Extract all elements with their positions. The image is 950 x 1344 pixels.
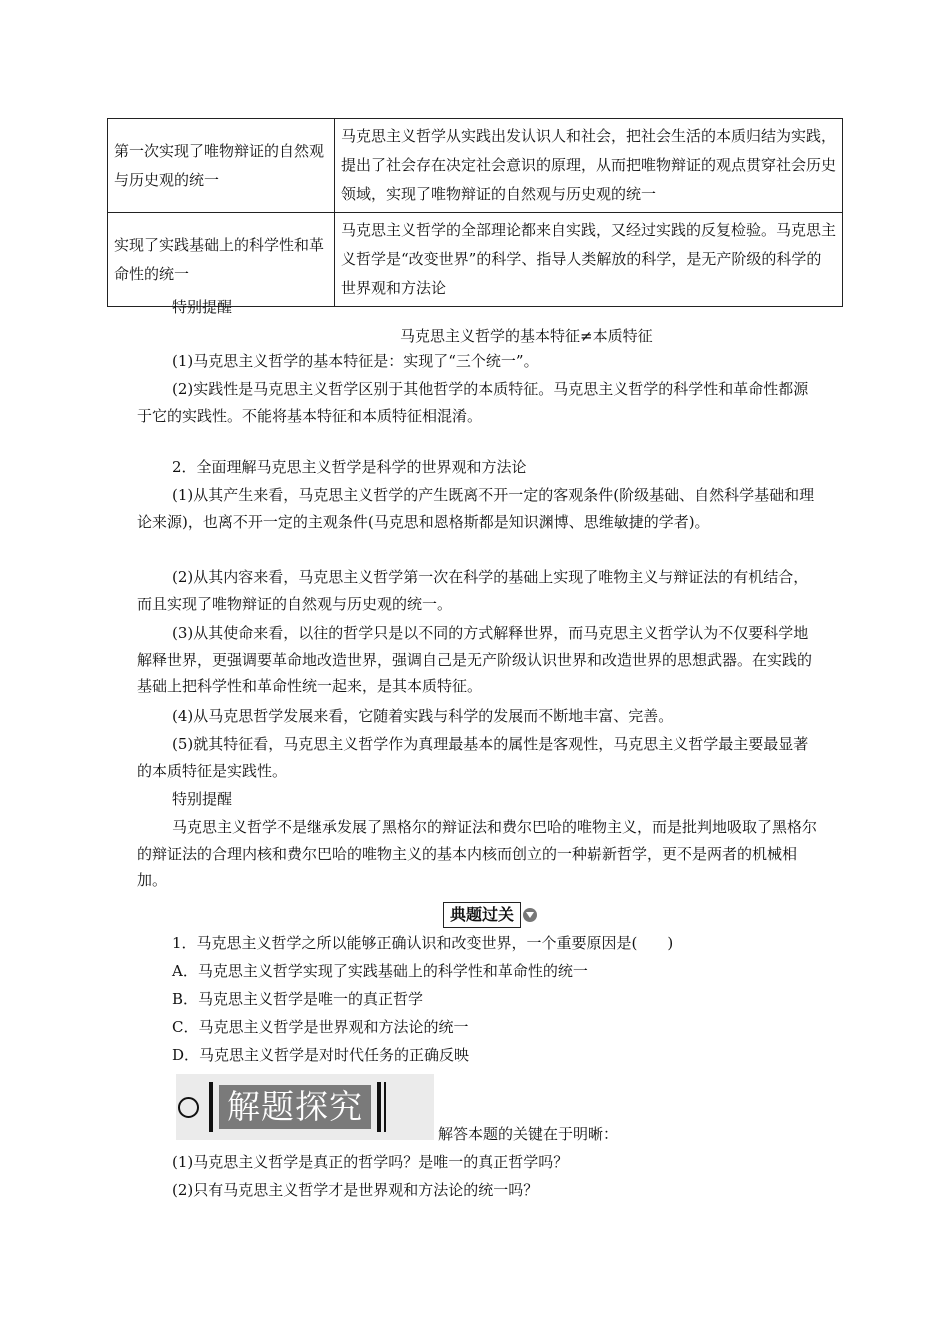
section-item: (4)从马克思哲学发展来看，它随着实践与科学的发展而不断地丰富、完善。 <box>172 707 674 725</box>
exercise-badge <box>443 901 537 928</box>
analysis-banner-title: 解题探究 <box>219 1085 371 1129</box>
section-item: (5)就其特征看，马克思主义哲学作为真理最基本的属性是客观性，马克思主义哲学最主要最显著的本质特征是实践性。 <box>137 735 809 780</box>
chevron-down-icon <box>523 908 537 922</box>
option-d: D．马克思主义哲学是对时代任务的正确反映 <box>172 1046 470 1064</box>
tip-paragraph: (2)实践性是马克思主义哲学区别于其他哲学的本质特征。马克思主义哲学的科学性和革命性都源于它的实践性。不能将基本特征和本质特征相混淆。 <box>137 380 809 425</box>
feature-table <box>107 118 843 307</box>
section-item: (3)从其使命来看，以往的哲学只是以不同的方式解释世界，而马克思主义哲学认为不仅要科学地解释世界，更强调要革命地改造世界，强调自己是无产阶级认识世界和改造世界的思想武器。在实践的基础上把科学性和革命性统一起来，是其本质特征。 <box>137 624 813 695</box>
analysis-question: (1)马克思主义哲学是真正的哲学吗？是唯一的真正哲学吗？ <box>172 1153 569 1171</box>
table-cell-key: 实现了实践基础上的科学性和革命性的统一 <box>108 213 335 307</box>
question-text: 1．马克思主义哲学之所以能够正确认识和改变世界，一个重要原因是( ) <box>172 934 674 952</box>
tip-label: 特别提醒 <box>172 790 233 808</box>
table-cell-value: 马克思主义哲学从实践出发认识人和社会，把社会生活的本质归结为实践，提出了社会存在决定社会意识的原理，从而把唯物辩证的观点贯穿社会历史领域，实现了唯物辩证的自然观与历史观的统一 <box>335 119 843 213</box>
section-item: (2)从其内容来看，马克思主义哲学第一次在科学的基础上实现了唯物主义与辩证法的有机结合，而且实现了唯物辩证的自然观与历史观的统一。 <box>137 568 809 613</box>
option-a: A．马克思主义哲学实现了实践基础上的科学性和革命性的统一 <box>172 962 588 980</box>
tip-paragraph: (1)马克思主义哲学的基本特征是：实现了“三个统一”。 <box>172 352 539 370</box>
bar-divider <box>384 1082 386 1132</box>
bar-divider <box>377 1082 381 1132</box>
table-cell-key: 第一次实现了唯物辩证的自然观与历史观的统一 <box>108 119 335 213</box>
section-item: (1)从其产生来看，马克思主义哲学的产生既离不开一定的客观条件(阶级基础、自然科学基础和理论来源)，也离不开一定的主观条件(马克思和恩格斯都是知识渊博、思维敏捷的学者)。 <box>137 486 815 531</box>
table-cell-value: 马克思主义哲学的全部理论都来自实践，又经过实践的反复检验。马克思主义哲学是“改变世界”的科学、指导人类解放的科学，是无产阶级的科学的世界观和方法论 <box>335 213 843 307</box>
tip-title: 马克思主义哲学的基本特征≠本质特征 <box>400 327 653 345</box>
bar-divider <box>209 1082 213 1132</box>
option-b: B．马克思主义哲学是唯一的真正哲学 <box>172 990 424 1008</box>
option-c: C．马克思主义哲学是世界观和方法论的统一 <box>172 1018 469 1036</box>
exercise-badge-label: 典题过关 <box>443 902 521 928</box>
table-row <box>108 213 843 307</box>
tip-paragraph: 马克思主义哲学不是继承发展了黑格尔的辩证法和费尔巴哈的唯物主义，而是批判地吸取了黑格尔的辩证法的合理内核和费尔巴哈的唯物主义的基本内核而创立的一种崭新哲学，更不是两者的机械相加。 <box>137 818 818 889</box>
analysis-banner <box>176 1074 434 1140</box>
circle-icon <box>178 1097 199 1118</box>
tip-label: 特别提醒 <box>172 298 233 316</box>
analysis-intro: 解答本题的关键在于明晰： <box>438 1125 619 1143</box>
analysis-question: (2)只有马克思主义哲学才是世界观和方法论的统一吗？ <box>172 1181 539 1199</box>
section-heading: 2．全面理解马克思主义哲学是科学的世界观和方法论 <box>172 458 527 476</box>
table-row <box>108 119 843 213</box>
